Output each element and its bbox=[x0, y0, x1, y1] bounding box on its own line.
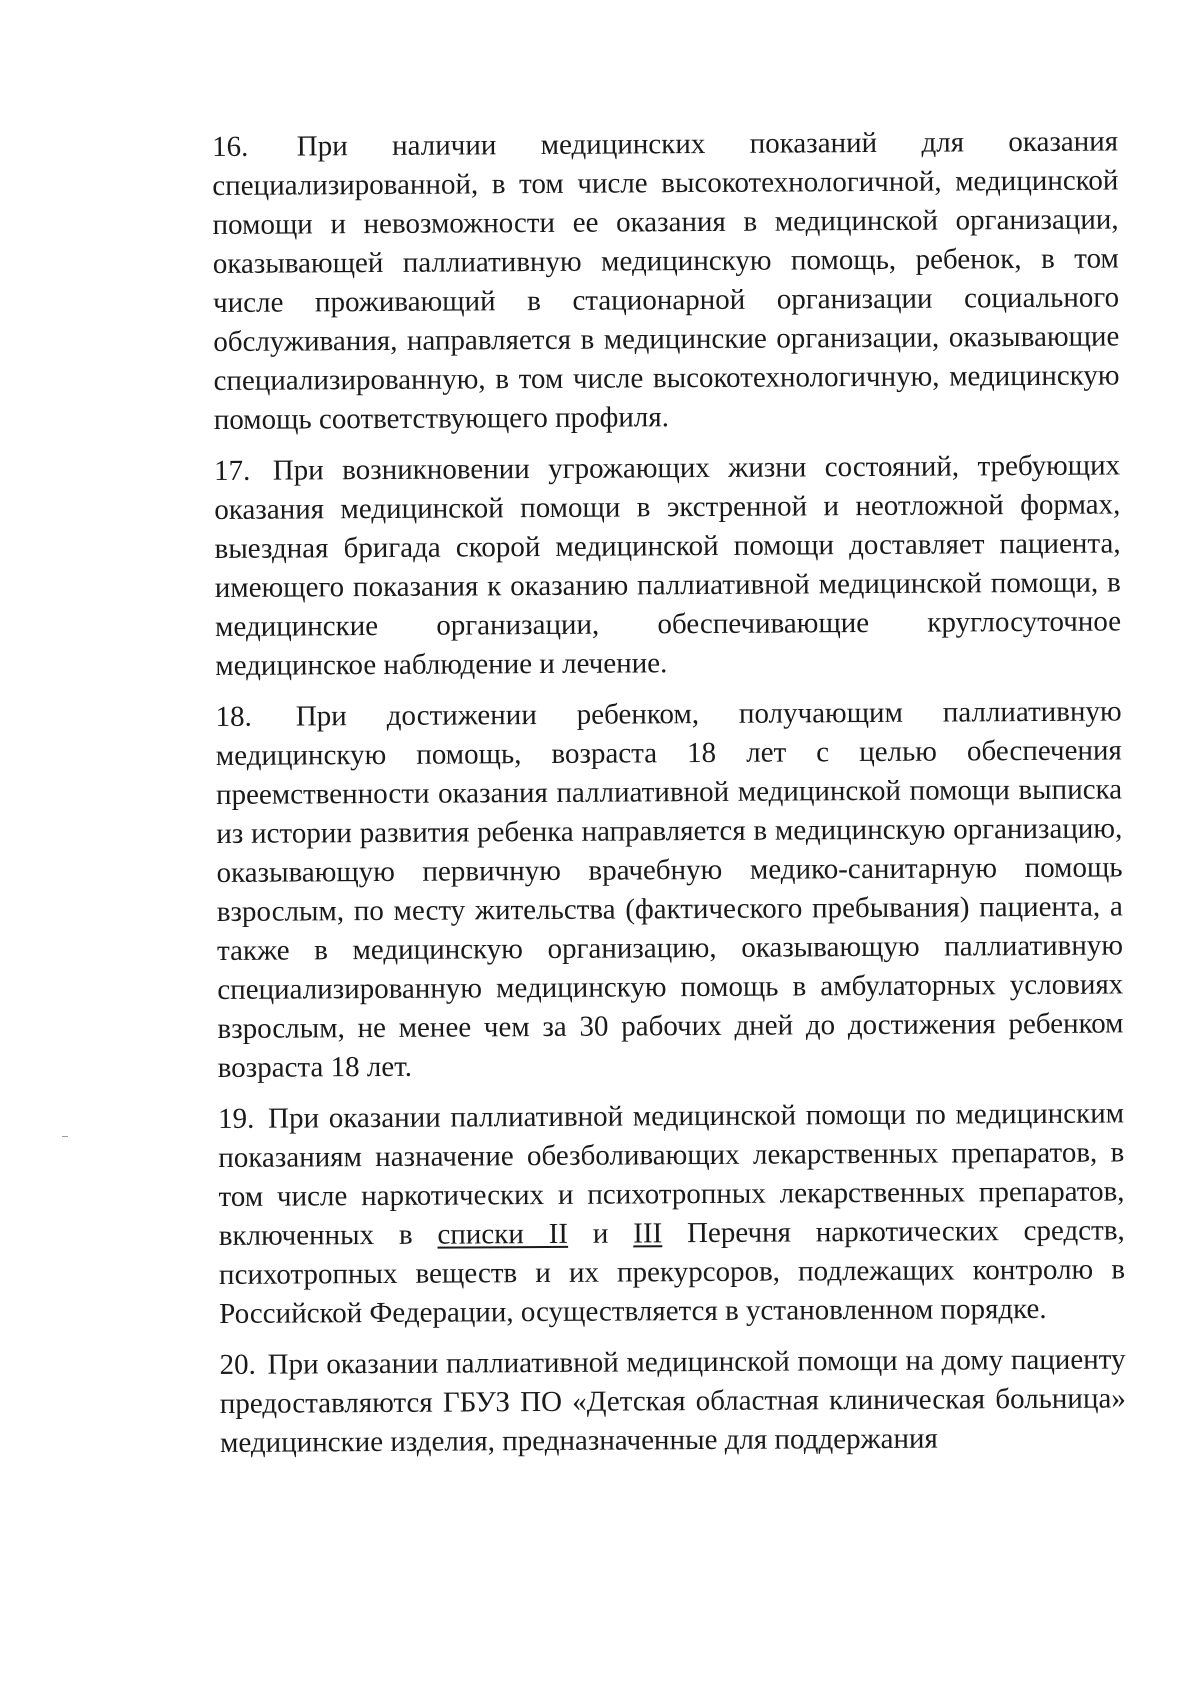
paragraph-number: 16. bbox=[212, 130, 249, 163]
paragraph-17 bbox=[214, 446, 1121, 686]
paragraph-text: При оказании паллиативной медицинской помощи по медицинским показаниям назначение обезболивающих лекарственных препаратов, в том числе наркотических и психотропных лекарственных препаратов, включенных в bbox=[218, 1097, 1125, 1252]
paragraph-text: При наличии медицинских показаний для оказания специализированной, в том числе высокотехнологичной, медицинской помощи и невозможности ее оказания в медицинской организации, оказывающей паллиативную медицинскую помощь, ребенок, в том числе проживающий в стационарной организации социального обслуживания, направляется в медицинские организации, оказывающие специализированную, в том числе высокотехнологичную, медицинскую помощь соответствующего профиля. bbox=[212, 125, 1120, 436]
paragraph-number: 20. bbox=[219, 1348, 256, 1381]
scan-artifact bbox=[62, 1136, 68, 1137]
paragraph-20 bbox=[219, 1340, 1126, 1463]
paragraph-text: Перечня наркотических средств, психотропных веществ и их прекурсоров, подлежащих контролю в Российской Федерации, осуществляется в установленном порядке. bbox=[218, 1214, 1126, 1330]
paragraph-text: При оказании паллиативной медицинской помощи на дому пациенту предоставляются ГБУЗ ПО «Детская областная клиническая больница» медицинские изделия, предназначенные для поддержания bbox=[219, 1343, 1126, 1459]
paragraph-18 bbox=[215, 692, 1123, 1088]
paragraph-text: и bbox=[567, 1217, 634, 1250]
paragraph-number: 18. bbox=[215, 700, 252, 733]
paragraph-16 bbox=[212, 122, 1120, 440]
lists-link[interactable]: списки II bbox=[437, 1217, 569, 1251]
paragraph-number: 17. bbox=[213, 454, 251, 487]
paragraph-19 bbox=[218, 1094, 1125, 1334]
paragraph-text: При возникновении угрожающих жизни состояний, требующих оказания медицинской помощи в экстренной и неотложной формах, выездная бригада скорой медицинской помощи доставляет пациента, имеющего показания к оказанию паллиативной медицинской помощи, в медицинские организации, обеспечивающие круглосуточное медицинское наблюдение и лечение. bbox=[214, 449, 1122, 682]
document-body bbox=[212, 122, 1126, 1475]
list-three-link[interactable]: III bbox=[633, 1217, 663, 1250]
paragraph-text: При достижении ребенком, получающим паллиативную медицинскую помощь, возраста 18 лет с целью обеспечения преемственности оказания паллиативной медицинской помощи выписка из истории развития ребенка направляется в медицинскую организацию, оказывающую первичную врачебную медико-санитарную помощь взрослым, по месту жительства (фактического пребывания) пациента, а также в медицинскую организацию, оказывающую паллиативную специализированную медицинскую помощь в амбулаторных условиях взрослым, не менее чем за 30 рабочих дней до достижения ребенком возраста 18 лет. bbox=[215, 695, 1124, 1084]
paragraph-number: 19. bbox=[217, 1102, 255, 1135]
